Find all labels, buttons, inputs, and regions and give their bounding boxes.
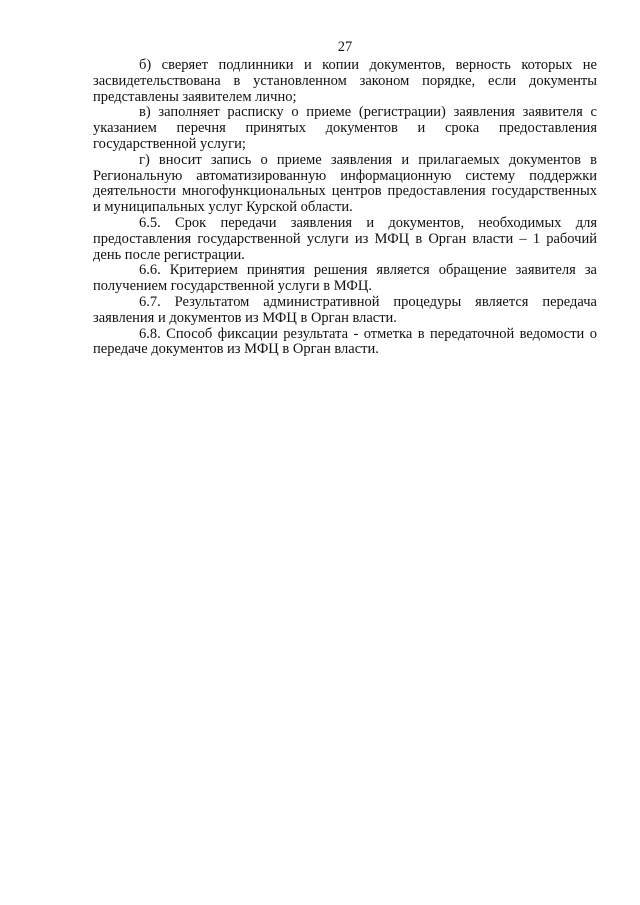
paragraph-6-5: 6.5. Срок передачи заявления и документов, необходимых для предоставления государственной услуги из МФЦ в Орган власти – 1 рабочий день после регистрации. (93, 214, 597, 263)
paragraph-g: г) вносит запись о приеме заявления и прилагаемых документов в Региональную автоматизированную информационную систему поддержки деятельности многофункциональных центров предоставления государственных и муниципальных услуг Курской области. (93, 151, 597, 216)
page-number: 27 (337, 39, 353, 55)
paragraph-6-8: 6.8. Способ фиксации результата - отметка в передаточной ведомости о передаче документов из МФЦ в Орган власти. (93, 325, 597, 358)
document-page (93, 38, 597, 358)
paragraph-b: б) сверяет подлинники и копии документов, верность которых не засвидетельствована в установленном законом порядке, если документы представлены заявителем лично; (93, 57, 597, 105)
paragraph-6-7: 6.7. Результатом административной процедуры является передача заявления и документов из МФЦ в Орган власти. (93, 293, 597, 326)
paragraph-v: в) заполняет расписку о приеме (регистрации) заявления заявителя с указанием перечня принятых документов и срока предоставления государственной услуги; (93, 104, 597, 152)
paragraph-6-6: 6.6. Критерием принятия решения является обращение заявителя за получением государственной услуги в МФЦ. (93, 262, 597, 295)
